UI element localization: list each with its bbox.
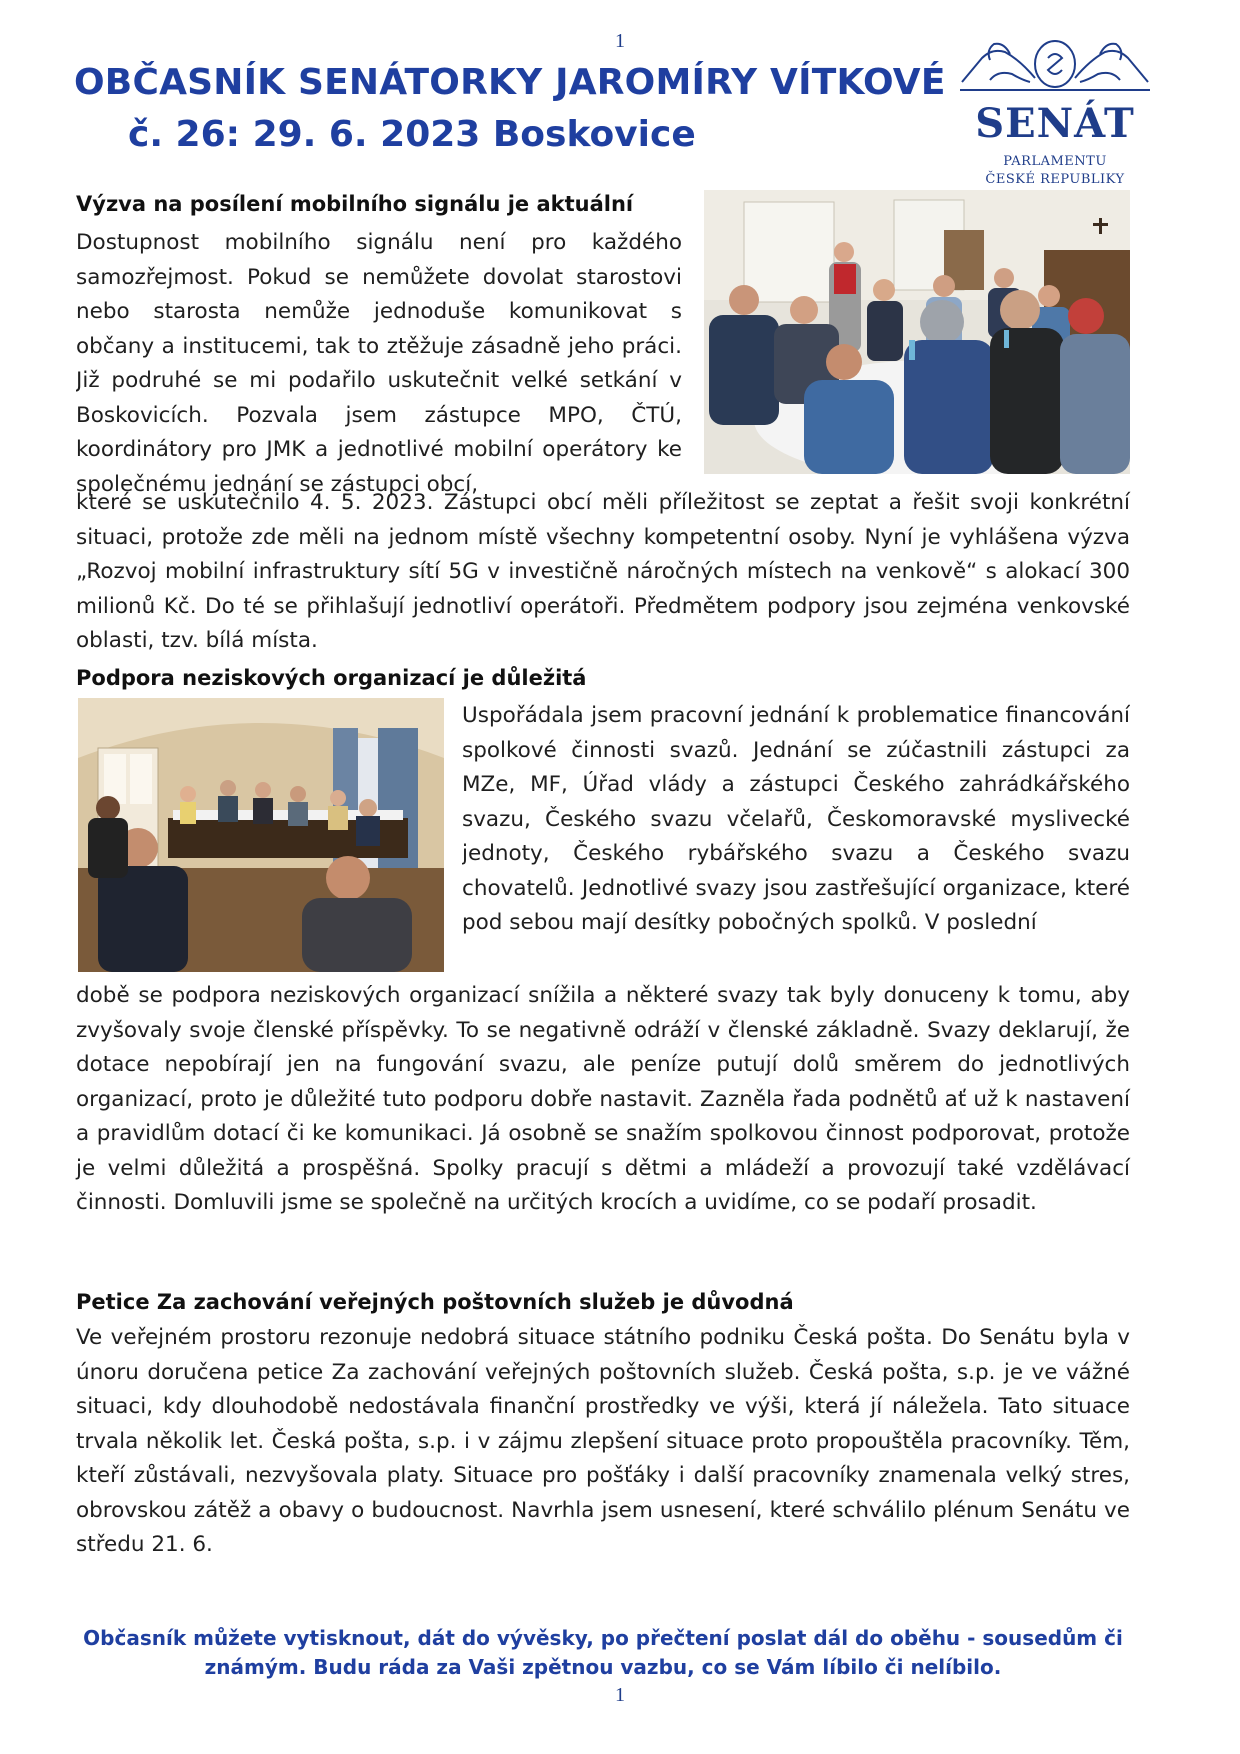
article-heading-mobile-signal: Výzva na posílení mobilního signálu je aktuální [76, 192, 634, 216]
issue-date-line: č. 26: 29. 6. 2023 Boskovice [128, 114, 696, 155]
article-heading-postal-petition: Petice Za zachování veřejných poštovních služeb je důvodná [76, 1290, 794, 1314]
article-text-mobile-signal-part2: které se uskutečnilo 4. 5. 2023. Zástupci obcí měli příležitost se zeptat a řešit svoji konkrétní situaci, protože zde měli na jednom místě všechny kompetentní osoby. Nyní je vyhlášena výzva „Rozvoj mobilní infrastruktury sítí 5G v investičně náročných místech na venkově“ s alokací 300 milionů Kč. Do té se přihlašují jednotliví operátoři. Předmětem podpory jsou zejména venkovské oblasti, tzv. bílá místa. [76, 490, 1130, 653]
senate-logo [950, 30, 1160, 190]
article-text-nonprofits-part2: době se podpora neziskových organizací snížila a některé svazy tak byly donuceny k tomu, aby zvyšovaly svoje členské příspěvky. To se negativně odráží v členské základně. Svazy deklarují, že dotace nepobírají jen na fungování svazu, ale peníze putují dolů směrem do jednotlivých organizací, proto je důležité tuto podporu dobře nastavit. Zazněla řada podnětů ať už k nastavení a pravidlům dotací či ke komunikaci. Já osobně se snažím spolkovou činnost podporovat, protože je velmi důležitá a prospěšná. Spolky pracují s dětmi a mládeží a provozují také vzdělávací činnosti. Domluvili jsme se společně na určitých krocích a uvidíme, co se podaří prosadit. [76, 983, 1130, 1215]
footer-note: Občasník můžete vytisknout, dát do vývěsky, po přečtení poslat dál do oběhu - sousedům či známým. Budu ráda za Vaši zpětnou vazbu, co se Vám líbilo či nelíbilo. [83, 1626, 1123, 1679]
page-number-bottom: 1 [615, 1684, 625, 1706]
logo-line-parlamentu: PARLAMENTU [1003, 154, 1107, 169]
meeting-photo-boskovice [704, 190, 1130, 474]
article-heading-nonprofits: Podpora neziskových organizací je důležitá [76, 666, 587, 690]
article-text-mobile-signal-part1: Dostupnost mobilního signálu není pro každého samozřejmost. Pokud se nemůžete dovolat starostovi nebo starosta nemůže jednoduše komunikovat s občany a institucemi, tak to ztěžuje zásadně jeho práci. Již podruhé se mi podařilo uskutečnit velké setkání v Boskovicích. Pozvala jsem zástupce MPO, ČTÚ, koordinátory pro JMK a jednotlivé mobilní operátory ke společnému jednání se zástupci obcí, [76, 230, 682, 497]
article-text-postal-petition: Ve veřejném prostoru rezonuje nedobrá situace státního podniku Česká pošta. Do Senátu byla v únoru doručena petice Za zachování veřejných poštovních služeb. Česká pošta, s.p. je ve vážné situaci, kdy dlouhodobě nedostávala finanční prostředky ve výši, která jí náležela. Tato situace trvala několik let. Česká pošta, s.p. i v zájmu zlepšení situace proto propouštěla pracovníky. Těm, kteří zůstávali, nezvyšovala platy. Situace pro pošťáky i další pracovníky znamenala velký stres, obrovskou zátěž a obavy o budoucnost. Navrhla jsem usnesení, které schválilo plénum Senátu ve středu 21. 6. [76, 1325, 1130, 1557]
logo-line-ceske-republiky: ČESKÉ REPUBLIKY [985, 172, 1125, 187]
newsletter-title: OBČASNÍK SENÁTORKY JAROMÍRY VÍTKOVÉ [74, 62, 946, 103]
logo-word-senat: SENÁT [975, 100, 1135, 147]
meeting-photo-nonprofits [78, 698, 444, 972]
article-text-nonprofits-part1: Uspořádala jsem pracovní jednání k problematice financování spolkové činnosti svazů. Jednání se zúčastnili zástupci za MZe, MF, Úřad vlády a zástupci Českého zahrádkářského svazu, Českého svazu včelařů, Českomoravské myslivecké jednoty, Českého rybářského svazu a Českého svazu chovatelů. Jednotlivé svazy jsou zastřešující organizace, které pod sebou mají desítky pobočných spolků. V poslední [462, 703, 1130, 935]
lions-emblem-icon [950, 30, 1160, 100]
page-number-top: 1 [615, 30, 625, 52]
